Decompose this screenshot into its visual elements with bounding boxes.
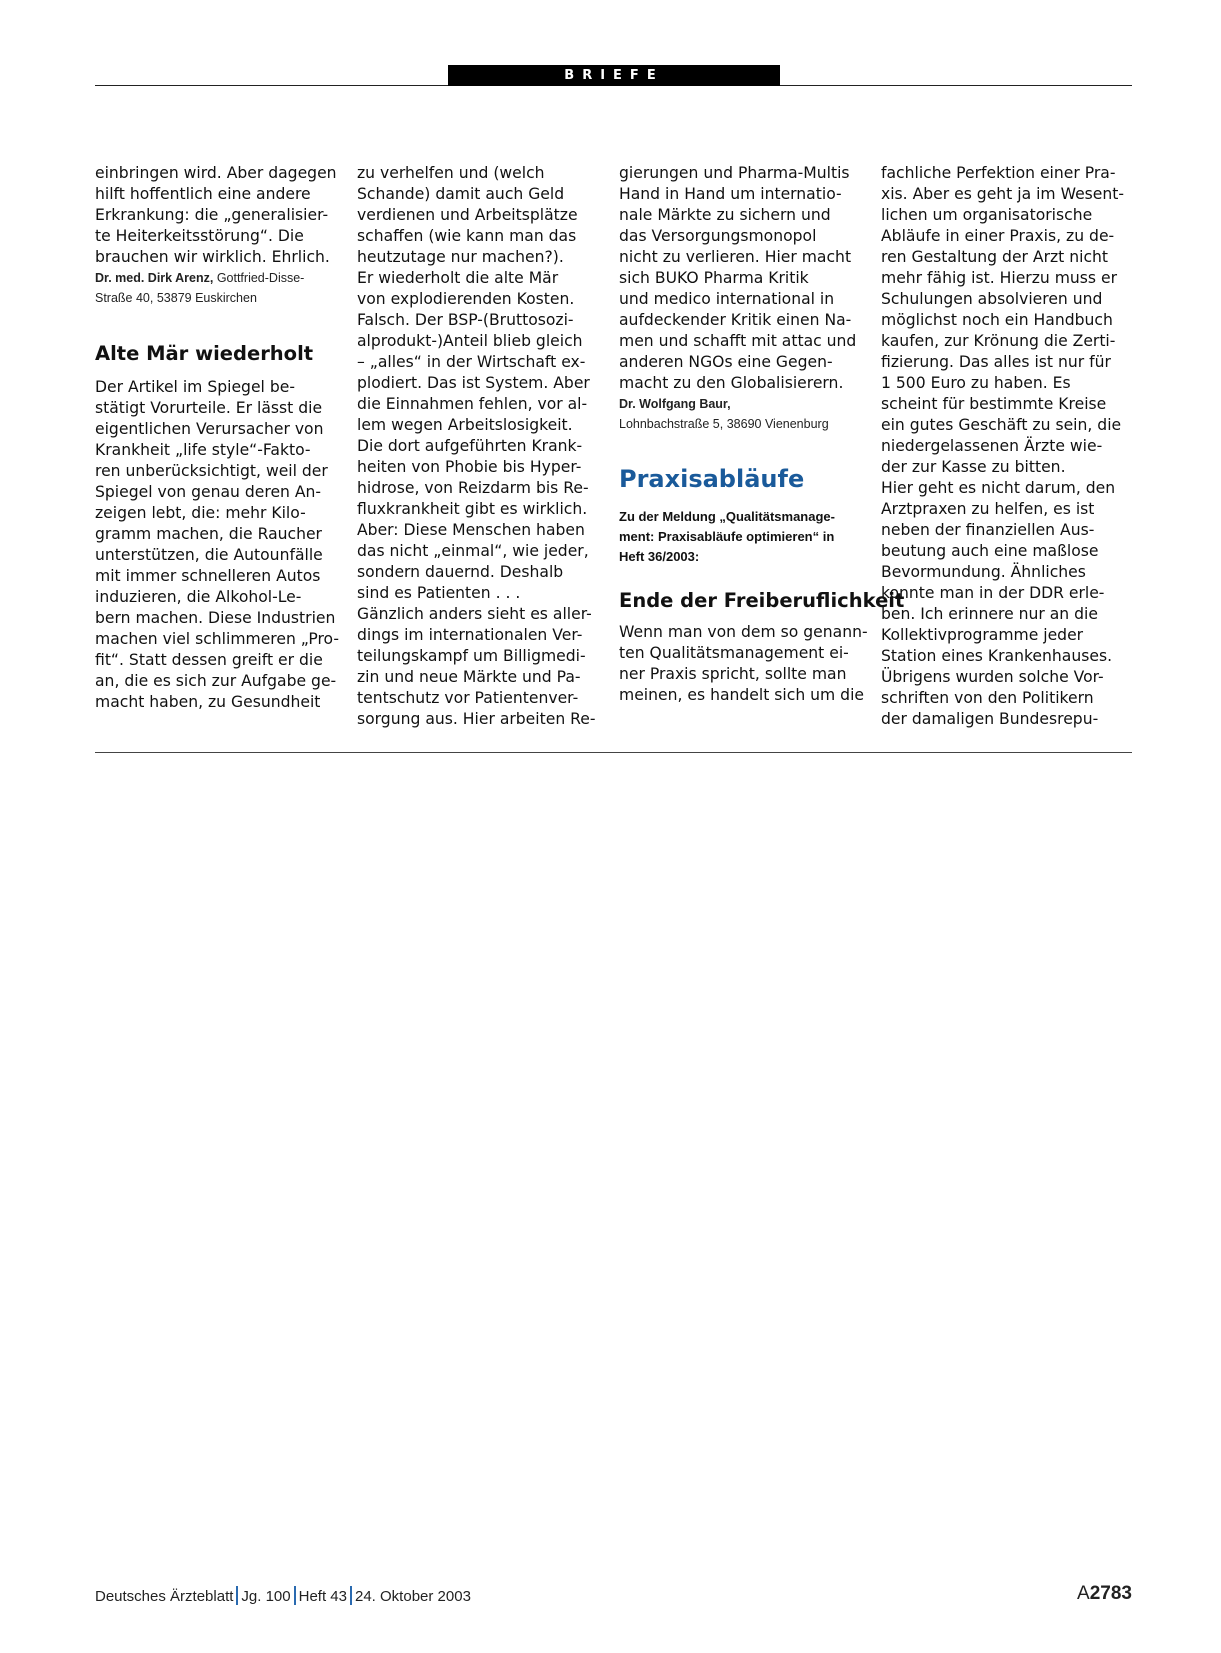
text-line: Schande) damit auch Geld [357, 185, 565, 203]
letter-2-body [95, 377, 345, 713]
text-line: Der Artikel im Spiegel be- [95, 378, 295, 396]
signature-address: Lohnbachstraße 5, 38690 Vienenburg [619, 417, 829, 431]
text-line: fit“. Statt dessen greift er die [95, 651, 323, 669]
column-4 [881, 163, 1131, 730]
letter-3-body [619, 622, 869, 706]
text-line: scheint für bestimmte Kreise [881, 395, 1107, 413]
signature-name: Dr. Wolfgang Baur, [619, 397, 731, 411]
text-line: an, die es sich zur Aufgabe ge- [95, 672, 337, 690]
letter-1-ending [95, 163, 345, 268]
content-bottom-rule [95, 752, 1132, 753]
text-line: fachliche Perfektion einer Pra- [881, 164, 1116, 182]
text-line: Übrigens wurden solche Vor- [881, 668, 1104, 686]
text-line: mit immer schnelleren Autos [95, 567, 321, 585]
text-line: heiten von Phobie bis Hyper- [357, 458, 582, 476]
text-line: Schulungen absolvieren und [881, 290, 1103, 308]
text-line: – „alles“ in der Wirtschaft ex- [357, 353, 586, 371]
text-line: zu verhelfen und (welch [357, 164, 545, 182]
text-line: 1 500 Euro zu haben. Es [881, 374, 1071, 392]
text-line: te Heiterkeitsstörung“. Die [95, 227, 304, 245]
text-line: zin und neue Märkte und Pa- [357, 668, 581, 686]
text-line: Krankheit „life style“-Fakto- [95, 441, 311, 459]
text-line: einbringen wird. Aber dagegen [95, 164, 337, 182]
text-line: hilft hoffentlich eine andere [95, 185, 311, 203]
text-line: ren Gestaltung der Arzt nicht [881, 248, 1109, 266]
text-line: eigentlichen Verursacher von [95, 420, 324, 438]
text-line: plodiert. Das ist System. Aber [357, 374, 590, 392]
signature-arenz [95, 268, 345, 308]
text-line: Gänzlich anders sieht es aller- [357, 605, 592, 623]
text-line: anderen NGOs eine Gegen- [619, 353, 833, 371]
text-line: brauchen wir wirklich. Ehrlich. [95, 248, 330, 266]
text-line: Die dort aufgeführten Krank- [357, 437, 583, 455]
footer-separator [350, 1586, 352, 1605]
text-line: Wenn man von dem so genann- [619, 623, 868, 641]
text-line: ment: Praxisabläufe optimieren“ in [619, 529, 835, 544]
footer-separator [294, 1586, 296, 1605]
text-line: heutzutage nur machen?). [357, 248, 564, 266]
letter-2-ending [619, 163, 869, 394]
text-line: macht haben, zu Gesundheit [95, 693, 321, 711]
footer-volume: Jg. 100 [241, 1588, 291, 1605]
heading-alte-maer: Alte Mär wiederholt [95, 342, 314, 365]
text-line: möglichst noch ein Handbuch [881, 311, 1113, 329]
text-line: ner Praxis spricht, sollte man [619, 665, 847, 683]
text-line: Aber: Diese Menschen haben [357, 521, 585, 539]
text-line: konnte man in der DDR erle- [881, 584, 1105, 602]
text-line: beutung auch eine maßlose [881, 542, 1099, 560]
text-line: machen viel schlimmeren „Pro- [95, 630, 339, 648]
text-line: Heft 36/2003: [619, 549, 700, 564]
text-line: verdienen und Arbeitsplätze [357, 206, 578, 224]
letter-2-continued [357, 163, 607, 730]
text-line: ben. Ich erinnere nur an die [881, 605, 1098, 623]
text-line: und medico international in [619, 290, 835, 308]
text-line: gramm machen, die Raucher [95, 525, 322, 543]
text-line: Kollektivprogramme jeder [881, 626, 1084, 644]
text-line: lichen um organisatorische [881, 206, 1093, 224]
heading-ende-freiberuflichkeit: Ende der Freiberuflichkeit [619, 589, 905, 612]
text-line: die Einnahmen fehlen, vor al- [357, 395, 588, 413]
text-line: sind es Patienten . . . [357, 584, 521, 602]
footer-date: 24. Oktober 2003 [355, 1588, 471, 1605]
text-line: aufdeckender Kritik einen Na- [619, 311, 852, 329]
signature-address: Gottfried-Disse- [216, 271, 305, 285]
text-line: Hier geht es nicht darum, den [881, 479, 1116, 497]
text-line: lem wegen Arbeitslosigkeit. [357, 416, 573, 434]
text-line: alprodukt-)Anteil blieb gleich [357, 332, 583, 350]
text-line: sondern dauernd. Deshalb [357, 563, 564, 581]
text-line: sich BUKO Pharma Kritik [619, 269, 809, 287]
text-line: Bevormundung. Ähnliches [881, 563, 1086, 581]
text-line: ren unberücksichtigt, weil der [95, 462, 328, 480]
text-line: schriften von den Politikern [881, 689, 1094, 707]
footer-separator [236, 1586, 238, 1605]
page-prefix: A [1077, 1583, 1090, 1604]
text-line: stätigt Vorurteile. Er lässt die [95, 399, 323, 417]
footer-journal: Deutsches Ärzteblatt [95, 1588, 234, 1605]
text-line: der zur Kasse zu bitten. [881, 458, 1066, 476]
text-line: neben der finanziellen Aus- [881, 521, 1095, 539]
text-line: teilungskampf um Billigmedi- [357, 647, 586, 665]
text-line: gierungen und Pharma-Multis [619, 164, 850, 182]
text-line: Arztpraxen zu helfen, es ist [881, 500, 1095, 518]
text-line: mehr fähig ist. Hierzu muss er [881, 269, 1118, 287]
rubric-praxisablaeufe: Praxisabläufe [619, 465, 805, 493]
text-line: hidrose, von Reizdarm bis Re- [357, 479, 589, 497]
text-line: ten Qualitätsmanagement ei- [619, 644, 849, 662]
text-line: niedergelassenen Ärzte wie- [881, 437, 1103, 455]
text-line: Hand in Hand um internatio- [619, 185, 842, 203]
text-line: Zu der Meldung „Qualitätsmanage- [619, 509, 835, 524]
letter-3-continued [881, 163, 1131, 730]
text-line: Abläufe in einer Praxis, zu de- [881, 227, 1115, 245]
text-line: bern machen. Diese Industrien [95, 609, 336, 627]
text-line: der damaligen Bundesrepu- [881, 710, 1099, 728]
text-line: Spiegel von genau deren An- [95, 483, 322, 501]
page-footer [95, 1583, 1132, 1610]
text-line: men und schafft mit attac und [619, 332, 857, 350]
text-line: sorgung aus. Hier arbeiten Re- [357, 710, 596, 728]
text-line: meinen, es handelt sich um die [619, 686, 865, 704]
text-line: Er wiederholt die alte Mär [357, 269, 559, 287]
signature-baur [619, 394, 869, 434]
text-line: nicht zu verlieren. Hier macht [619, 248, 852, 266]
text-line: das nicht „einmal“, wie jeder, [357, 542, 589, 560]
text-line: fluxkrankheit gibt es wirklich. [357, 500, 588, 518]
reference-intro [619, 507, 869, 567]
section-label: BRIEFE [448, 65, 780, 86]
text-line: fizierung. Das alles ist nur für [881, 353, 1111, 371]
text-line: das Versorgungsmonopol [619, 227, 817, 245]
footer-issue: Heft 43 [298, 1588, 347, 1605]
text-line: Station eines Krankenhauses. [881, 647, 1113, 665]
text-line: nale Märkte zu sichern und [619, 206, 831, 224]
text-line: schaffen (wie kann man das [357, 227, 577, 245]
signature-address: Straße 40, 53879 Euskirchen [95, 291, 257, 305]
signature-name: Dr. med. Dirk Arenz, [95, 271, 214, 285]
text-line: Falsch. Der BSP-(Bruttosozi- [357, 311, 574, 329]
text-line: macht zu den Globalisierern. [619, 374, 844, 392]
text-line: tentschutz vor Patientenver- [357, 689, 579, 707]
text-line: dings im internationalen Ver- [357, 626, 583, 644]
text-line: unterstützen, die Autounfälle [95, 546, 323, 564]
footer-citation [95, 1586, 471, 1605]
text-line: xis. Aber es geht ja im Wesent- [881, 185, 1125, 203]
text-line: zeigen lebt, die: mehr Kilo- [95, 504, 306, 522]
text-line: kaufen, zur Krönung die Zerti- [881, 332, 1116, 350]
column-3 [619, 163, 905, 706]
text-line: induzieren, die Alkohol-Le- [95, 588, 302, 606]
text-line: ein gutes Geschäft zu sein, die [881, 416, 1122, 434]
page-number-value: 2783 [1089, 1583, 1132, 1604]
column-2 [357, 163, 607, 730]
text-line: von explodierenden Kosten. [357, 290, 575, 308]
column-1 [95, 163, 345, 713]
page-number [1077, 1583, 1132, 1605]
text-line: Erkrankung: die „generalisier- [95, 206, 329, 224]
